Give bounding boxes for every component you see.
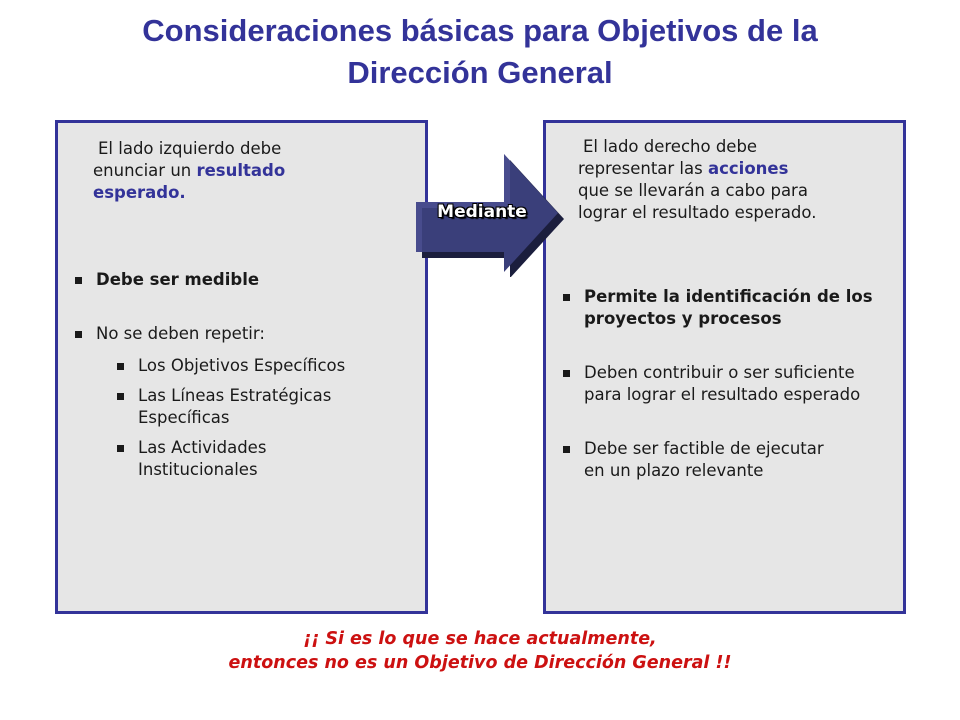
bullet-square-icon: [563, 446, 570, 453]
sub-bullet-text: Los Objetivos Específicos: [138, 356, 346, 375]
right-panel: [543, 120, 906, 614]
bullet-square-icon: [563, 370, 570, 377]
bullet-text: Debe ser factible de ejecutar en un plazo relevante: [584, 439, 824, 480]
footer-line-2: entonces no es un Objetivo de Dirección General !!: [228, 653, 732, 673]
right-intro: [578, 136, 898, 224]
list-item: [562, 286, 874, 330]
list-item: [116, 385, 378, 429]
sub-bullet-text: Las Líneas Estratégicas Específicas: [138, 386, 332, 427]
right-intro-line-1: El lado derecho debe: [583, 137, 758, 156]
left-intro-highlight-1: resultado: [196, 161, 286, 180]
bullet-square-icon: [563, 294, 570, 301]
bullet-square-icon: [117, 393, 124, 400]
bullet-square-icon: [75, 277, 82, 284]
list-item: [562, 438, 844, 482]
footer-line-1: ¡¡ Si es lo que se hace actualmente,: [303, 629, 657, 649]
right-intro-highlight: acciones: [707, 159, 789, 178]
left-bullet-list: [74, 269, 414, 345]
bullet-text: Debe ser medible: [96, 270, 260, 289]
sub-bullet-text: Las Actividades Institucionales: [138, 438, 267, 479]
arrow-label: Mediante: [437, 202, 527, 222]
title-line-1: Consideraciones básicas para Objetivos de la: [142, 13, 818, 48]
left-intro-line-2: enunciar un: [93, 161, 197, 180]
bullet-text: Permite la identificación de los proyectos y procesos: [584, 287, 873, 328]
title-line-2: Dirección General: [347, 55, 613, 90]
list-item: [116, 437, 338, 481]
bullet-square-icon: [117, 363, 124, 370]
left-intro: [93, 138, 413, 204]
list-item: [116, 355, 406, 377]
bullet-square-icon: [75, 331, 82, 338]
left-intro-line-1: El lado izquierdo debe: [98, 139, 282, 158]
list-item: [562, 362, 864, 406]
left-intro-highlight-2: esperado.: [93, 183, 186, 202]
right-bullet-list: [562, 286, 872, 482]
footer-warning: [80, 627, 880, 675]
page-title: [40, 10, 920, 94]
right-intro-line-2: representar las: [578, 159, 708, 178]
bullet-text: Deben contribuir o ser suficiente para lograr el resultado esperado: [584, 363, 861, 404]
right-intro-rest: que se llevarán a cabo para lograr el resultado esperado.: [578, 181, 817, 222]
list-item: [74, 323, 414, 345]
list-item: [74, 269, 414, 291]
bullet-square-icon: [117, 445, 124, 452]
left-sub-bullet-list: [116, 355, 406, 481]
left-panel: [55, 120, 428, 614]
bullet-text: No se deben repetir:: [96, 324, 265, 343]
